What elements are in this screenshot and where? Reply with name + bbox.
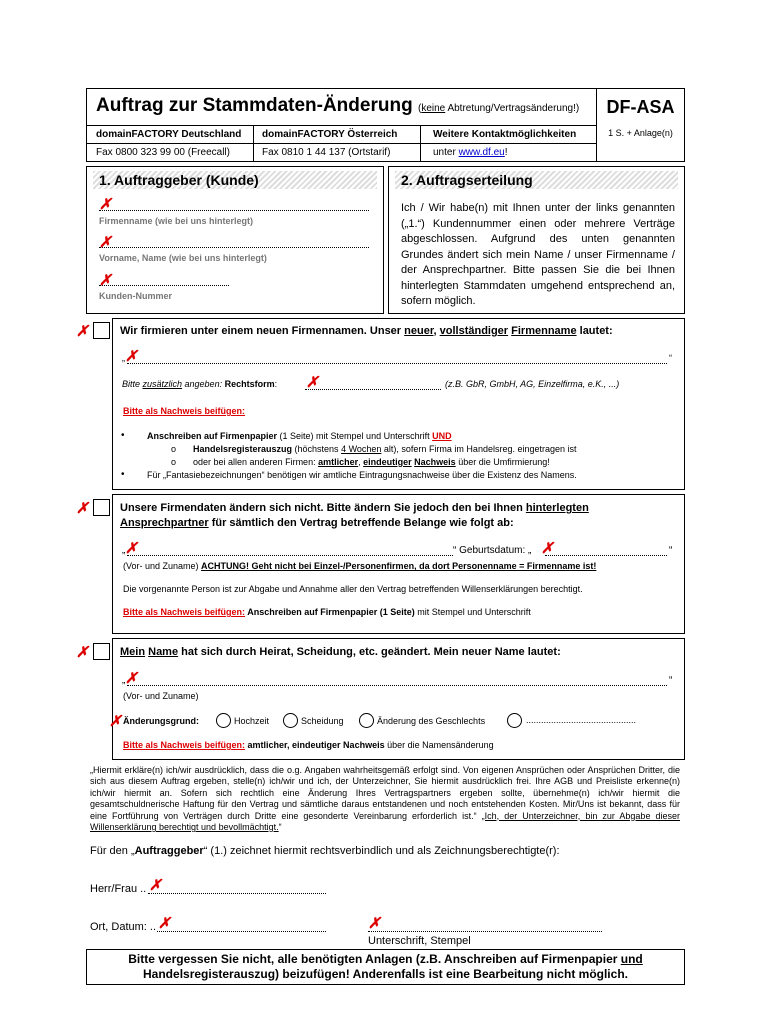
rechtsform-input[interactable] bbox=[305, 389, 441, 390]
x-mark: ✗ bbox=[99, 196, 112, 213]
contact-more-link-line: unter www.df.eu! bbox=[433, 147, 508, 158]
contact-de-fax: Fax 0800 323 99 00 (Freecall) bbox=[96, 147, 230, 158]
section-auftraggeber bbox=[86, 166, 384, 314]
x-mark: ✗ bbox=[541, 540, 554, 557]
nachweis-label: Bitte als Nachweis beifügen: bbox=[123, 406, 246, 416]
herr-frau-label: Herr/Frau .. bbox=[90, 883, 147, 895]
signature-intro: Für den „Auftraggeber“ (1.) zeichnet hiermit rechtsverbindlich und als Zeichnungsberechtigte(r): bbox=[90, 845, 560, 857]
bullet-firmenpapier: Anschreiben auf Firmenpapier (1 Seite) mit Stempel und Unterschrift UND bbox=[147, 431, 452, 441]
opt-hochzeit-label: Hochzeit bbox=[234, 716, 270, 726]
x-mark: ✗ bbox=[76, 644, 89, 661]
radio-other[interactable] bbox=[507, 713, 522, 728]
x-mark: ✗ bbox=[125, 348, 138, 365]
section2-body: Ich / Wir habe(n) mit Ihnen unter der links genannten („1.“) Kundennummer einen oder mehrere Verträge abgeschlossen. Aufgrund des unten genannten Grundes ändert sich mein Name / unser Firmenname / der Ansprechpartner. Bitte passen Sie die bei Ihnen hinterlegten Stammdaten umgehend entsprechend an, sofern möglich. bbox=[401, 202, 675, 307]
contact-note: Die vorgenannte Person ist zur Abgabe und Annahme aller den Vertrag betreffenden Willenserklärungen berechtigt. bbox=[123, 584, 583, 594]
firmenname-label: Firmenname (wie bei uns hinterlegt) bbox=[99, 216, 254, 226]
contact-de-title: domainFACTORY Deutschland bbox=[96, 129, 242, 140]
name-input[interactable] bbox=[99, 247, 369, 248]
geburtsdatum-input[interactable] bbox=[545, 555, 667, 556]
sub-other-firms: oder bei allen anderen Firmen: amtlicher, eindeutiger Nachweis über die Umfirmierung! bbox=[193, 457, 550, 467]
opt-geschlecht-label: Änderung des Geschlechts bbox=[377, 716, 486, 726]
new-name-label: (Vor- und Zuname) bbox=[123, 691, 199, 701]
x-mark: ✗ bbox=[306, 374, 319, 391]
form-code-cell bbox=[596, 89, 684, 161]
opt-scheidung-label: Scheidung bbox=[301, 716, 344, 726]
ort-datum-input[interactable] bbox=[157, 931, 326, 932]
new-name-input[interactable] bbox=[127, 685, 667, 686]
herr-frau-input[interactable] bbox=[148, 893, 326, 894]
new-company-name-input[interactable] bbox=[127, 363, 667, 364]
radio-hochzeit[interactable] bbox=[216, 713, 231, 728]
rechtsform-hint: (z.B. GbR, GmbH, AG, Einzelfirma, e.K., ...) bbox=[445, 379, 620, 389]
rechtsform-line: Bitte zusätzlich angeben: Rechtsform: bbox=[122, 379, 278, 389]
block-new-company-name: Wir firmieren unter einem neuen Firmennamen. Unser neuer, vollständiger Firmenname lautet: ✗ „ “ Bitte zusätzlich angeben: Rechtsform: ✗ (z.B. GbR, GmbH, AG, Einzelfirma, e.K., ...) Bitte als Nachweis beifügen: • Anschreiben auf Firmenpapier (1 Seite) mit Stempel und Unterschrift UND o Handelsregisterauszug (höchstens 4 Wochen alt), sofern Firma im Handelsreg. eingetragen ist o oder bei allen anderen Firmen: amtlicher, eindeutiger Nachweis über die Umfirmierung! • Für „Fantasiebezeichnungen“ benötigen wir amtliche Eintragungsnachweise über die Existenz des Namens. bbox=[112, 318, 685, 490]
contact-name-input[interactable] bbox=[127, 555, 453, 556]
website-link[interactable]: www.df.eu bbox=[458, 147, 505, 158]
x-mark: ✗ bbox=[99, 234, 112, 251]
firmenname-input[interactable] bbox=[99, 210, 369, 211]
contact-nachweis: Bitte als Nachweis beifügen: Anschreiben auf Firmenpapier (1 Seite) mit Stempel und Unterschrift bbox=[123, 607, 531, 617]
sub-handelsregister: Handelsregisterauszug (höchstens 4 Wochen alt), sofern Firma im Handelsreg. eingetragen ist bbox=[193, 444, 577, 454]
block3-heading: Mein Name hat sich durch Heirat, Scheidung, etc. geändert. Mein neuer Name lautet: bbox=[120, 646, 561, 658]
section2-title: 2. Auftragserteilung bbox=[395, 171, 678, 189]
checkbox-new-contact[interactable] bbox=[93, 499, 110, 516]
other-reason-input[interactable]: ............................................ bbox=[526, 715, 637, 725]
unterschrift-label: Unterschrift, Stempel bbox=[368, 935, 471, 947]
unterschrift-input[interactable] bbox=[368, 931, 602, 932]
x-mark: ✗ bbox=[125, 540, 138, 557]
legal-declaration: „Hiermit erkläre(n) ich/wir ausdrücklich, dass die o.g. Angaben wahrheitsgemäß erfolgt sind. Von eigenen Ansprüchen oder Ansprüchen Dritter, die sich aus diesem Auftrag ergeben, stelle(n) ich/wir und ich, der Unterzeichner, Sie hiermit ausdrücklich frei. Ihre AGB und Preisliste erkenne(n) ich/wir hiermit an. Sofern sich rechtlich eine Änderung Ihres Vertragspartners ergeben sollte, übernehme(n) ich/wir hiermit die gesamtschuldnerische Haftung für den Vertrag und sämtliche daraus entstandenen und noch entstehenden Kosten. Mir/Uns ist bekannt, dass für eine Fortführung von Verträgen durch Dritte eine gesonderte Vereinbarung erforderlich ist.“ „Ich, der Unterzeichner, bin zur Abgabe dieser Willenserklärung berechtigt und bevollmächtigt.“ bbox=[90, 765, 680, 833]
contact-at-title: domainFACTORY Österreich bbox=[262, 129, 398, 140]
header-box bbox=[86, 88, 685, 162]
contact-at-fax: Fax 0810 1 44 137 (Ortstarif) bbox=[262, 147, 391, 158]
section-auftragserteilung bbox=[388, 166, 685, 314]
geburtsdatum-label: “ Geburtsdatum: „ bbox=[453, 545, 532, 556]
block-new-contact: Unsere Firmendaten ändern sich nicht. Bitte ändern Sie jedoch den bei Ihnen hinterlegten Ansprechpartner für sämtlich den Vertrag betreffende Belange wie folgt ab: ✗ „ “ Geburtsdatum: „ ✗ “ (Vor- und Zuname) ACHTUNG! Geht nicht bei Einzel-/Personenfirmen, da dort Personenname = Firmenname ist! Die vorgenannte Person ist zur Abgabe und Annahme aller den Vertrag betreffenden Willenserklärungen berechtigt. Bitte als Nachweis beifügen: Anschreiben auf Firmenpapier (1 Seite) mit Stempel und Unterschrift bbox=[112, 494, 685, 634]
page-title: Auftrag zur Stammdaten-Änderung (keine Abtretung/Vertragsänderung!) bbox=[96, 95, 580, 116]
x-mark: ✗ bbox=[158, 915, 171, 932]
x-mark: ✗ bbox=[99, 272, 112, 289]
bullet-fantasie: Für „Fantasiebezeichnungen“ benötigen wir amtliche Eintragungsnachweise über die Existenz des Namens. bbox=[147, 470, 577, 480]
block1-heading: Wir firmieren unter einem neuen Firmennamen. Unser neuer, vollständiger Firmenname lautet: bbox=[120, 325, 613, 337]
x-mark: ✗ bbox=[149, 877, 162, 894]
footer-reminder: Bitte vergessen Sie nicht, alle benötigten Anlagen (z.B. Anschreiben auf Firmenpapier und Handelsregisterauszug) beizufügen! Anderenfalls ist eine Bearbeitung nicht möglich. bbox=[86, 949, 685, 985]
x-mark: ✗ bbox=[125, 670, 138, 687]
checkbox-name-change[interactable] bbox=[93, 643, 110, 660]
radio-scheidung[interactable] bbox=[283, 713, 298, 728]
block-name-change: Mein Name hat sich durch Heirat, Scheidung, etc. geändert. Mein neuer Name lautet: ✗ „ “ (Vor- und Zuname) ✗ Änderungsgrund: Hochzeit Scheidung Änderung des Geschlechts ............................................ Bitte als Nachweis beifügen: amtlicher, eindeutiger Nachweis über die Namensänderung bbox=[112, 638, 685, 760]
contact-achtung-line: (Vor- und Zuname) ACHTUNG! Geht nicht bei Einzel-/Personenfirmen, da dort Personenname = Firmenname ist! bbox=[123, 561, 597, 571]
contact-more-title: Weitere Kontaktmöglichkeiten bbox=[433, 129, 577, 140]
radio-geschlecht[interactable] bbox=[359, 713, 374, 728]
x-mark: ✗ bbox=[76, 323, 89, 340]
section1-title: 1. Auftraggeber (Kunde) bbox=[93, 171, 377, 189]
name-nachweis: Bitte als Nachweis beifügen: amtlicher, eindeutiger Nachweis über die Namensänderung bbox=[123, 740, 494, 750]
name-label: Vorname, Name (wie bei uns hinterlegt) bbox=[99, 253, 267, 263]
page-count: 1 S. + Anlage(n) bbox=[608, 128, 673, 138]
x-mark: ✗ bbox=[76, 500, 89, 517]
aenderungsgrund-label: Änderungsgrund: bbox=[123, 716, 199, 726]
kundennummer-input[interactable] bbox=[99, 285, 229, 286]
form-code: DF-ASA bbox=[606, 97, 675, 117]
x-mark: ✗ bbox=[109, 713, 122, 730]
x-mark: ✗ bbox=[368, 915, 381, 932]
ort-datum-label: Ort, Datum: .. bbox=[90, 921, 157, 933]
checkbox-new-company-name[interactable] bbox=[93, 322, 110, 339]
block2-heading: Unsere Firmendaten ändern sich nicht. Bitte ändern Sie jedoch den bei Ihnen hinterlegten Ansprechpartner für sämtlich den Vertrag betreffende Belange wie folgt ab: bbox=[120, 502, 589, 529]
kundennummer-label: Kunden-Nummer bbox=[99, 291, 173, 301]
